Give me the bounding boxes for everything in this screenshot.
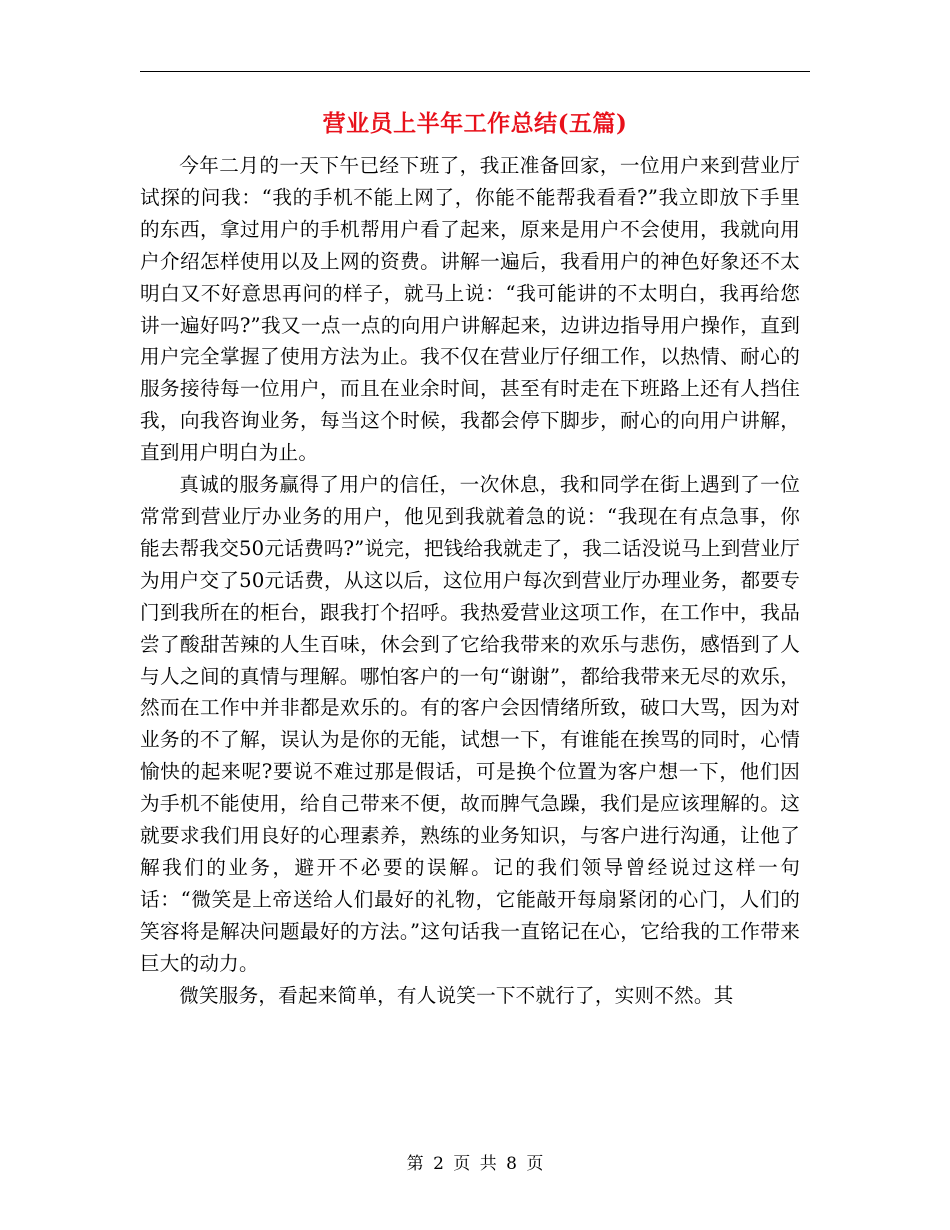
header-rule <box>140 71 810 72</box>
paragraph-3: 微笑服务，看起来简单，有人说笑一下不就行了，实则不然。其 <box>179 983 734 1007</box>
document-title: 营业员上半年工作总结(五篇) <box>322 110 628 137</box>
document-body <box>140 150 800 1011</box>
paragraph-1: 今年二月的一天下午已经下班了，我正准备回家，一位用户来到营业厅试探的问我：“我的手机不能上网了，你能不能帮我看看?”我立即放下手里的东西，拿过用户的手机帮用户看了起来，原来是用户不会使用，我就向用户介绍怎样使用以及上网的资费。讲解一遍后，我看用户的神色好象还不太明白又不好意思再问的样子，就马上说：“我可能讲的不太明白，我再给您讲一遍好吗?”我又一点一点的向用户讲解起来，边讲边指导用户操作，直到用户完全掌握了使用方法为止。我不仅在营业厅仔细工作，以热情、耐心的服务接待每一位用户，而且在业余时间，甚至有时走在下班路上还有人挡住我，向我咨询业务，每当这个时候，我都会停下脚步，耐心的向用户讲解，直到用户明白为止。 <box>140 154 800 465</box>
page-number-footer: 第 2 页 共 8 页 <box>406 1154 544 1174</box>
paragraph-2: 真诚的服务赢得了用户的信任，一次休息，我和同学在街上遇到了一位常常到营业厅办业务的用户，他见到我就着急的说：“我现在有点急事，你能去帮我交50元话费吗?”说完，把钱给我就走了，我二话没说马上到营业厅为用户交了50元话费，从这以后，这位用户每次到营业厅办理业务，都要专门到我所在的柜台，跟我打个招呼。我热爱营业这项工作，在工作中，我品尝了酸甜苦辣的人生百味，休会到了它给我带来的欢乐与悲伤，感悟到了人与人之间的真情与理解。哪怕客户的一句“谢谢”，都给我带来无尽的欢乐，然而在工作中并非都是欢乐的。有的客户会因情绪所致，破口大骂，因为对业务的不了解，误认为是你的无能，试想一下，有谁能在挨骂的同时，心情愉快的起来呢?要说不难过那是假话，可是换个位置为客户想一下，他们因为手机不能使用，给自己带来不便，故而脾气急躁，我们是应该理解的。这就要求我们用良好的心理素养，熟练的业务知识，与客户进行沟通，让他了解我们的业务，避开不必要的误解。记的我们领导曾经说过这样一句话：“微笑是上帝送给人们最好的礼物，它能敲开每扇紧闭的心门，人们的笑容将是解决问题最好的方法。”这句话我一直铭记在心，它给我的工作带来巨大的动力。 <box>140 473 800 975</box>
